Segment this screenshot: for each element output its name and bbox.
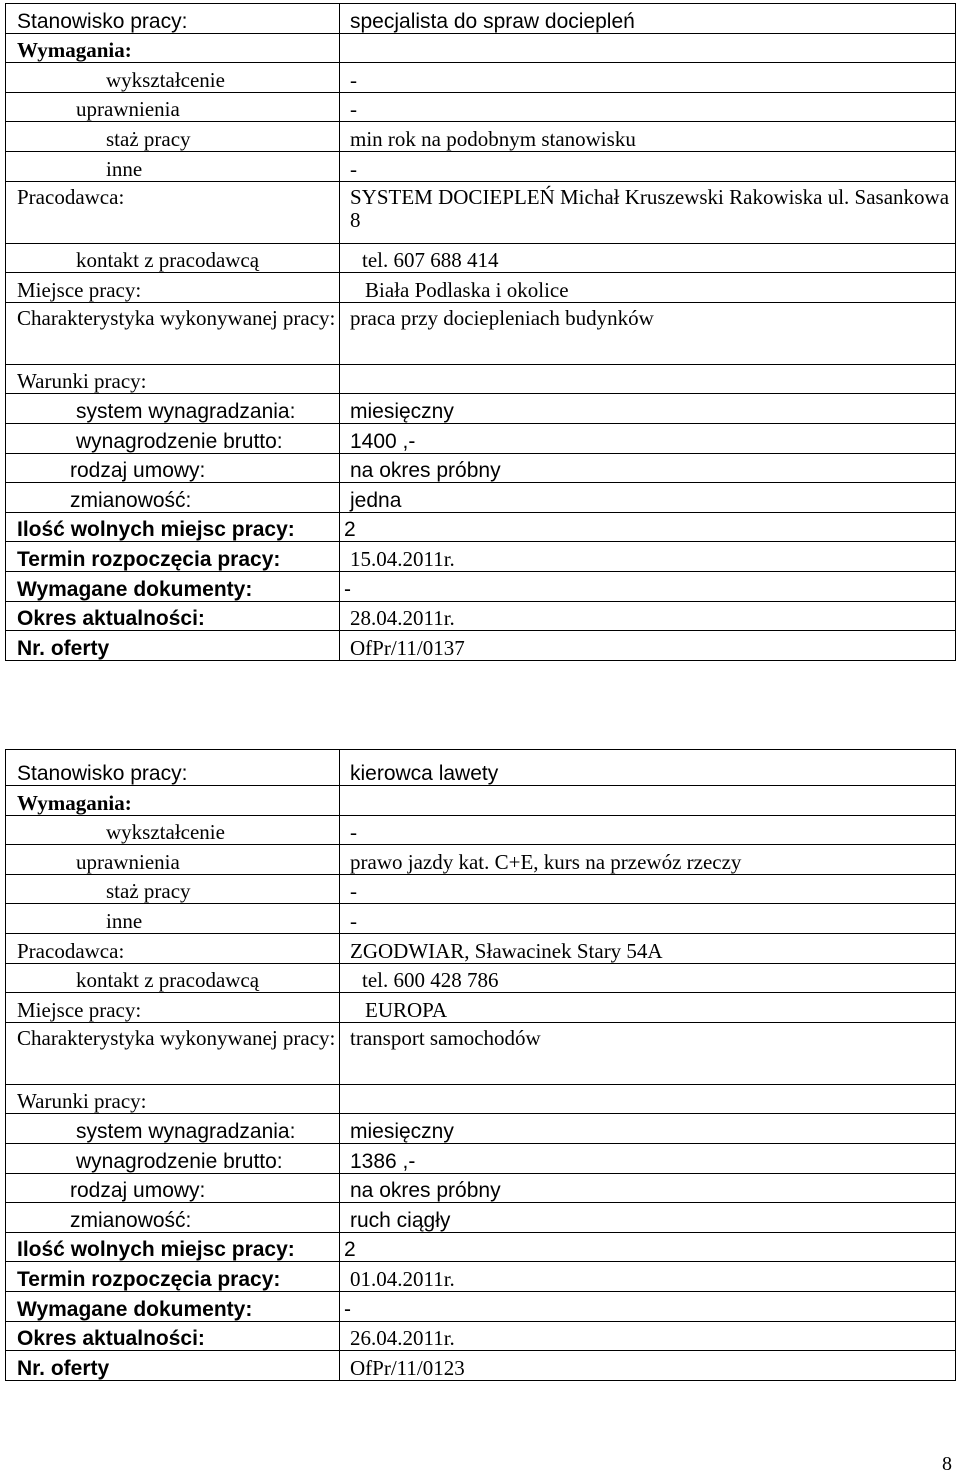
experience-value: -: [340, 874, 956, 904]
shifts-label: zmianowość:: [6, 1203, 340, 1233]
offer-number-label: Nr. oferty: [6, 631, 340, 661]
characteristics-label: Charakterystyka wykonywanej pracy:: [6, 302, 340, 364]
documents-value: -: [340, 571, 956, 601]
experience-value: min rok na podobnym stanowisku: [340, 122, 956, 152]
conditions-value: [340, 1084, 956, 1114]
pay-system-value: miesięczny: [340, 1114, 956, 1144]
education-label: wykształcenie: [6, 63, 340, 93]
other-value: -: [340, 151, 956, 181]
workplace-label: Miejsce pracy:: [6, 993, 340, 1023]
salary-value: 1400 ,-: [340, 423, 956, 453]
requirements-value: [340, 33, 956, 63]
start-date-label: Termin rozpoczęcia pracy:: [6, 542, 340, 572]
other-label: inne: [6, 151, 340, 181]
education-label: wykształcenie: [6, 815, 340, 845]
salary-value: 1386 ,-: [340, 1143, 956, 1173]
shifts-value: ruch ciągły: [340, 1203, 956, 1233]
other-value: -: [340, 904, 956, 934]
experience-label: staż pracy: [6, 122, 340, 152]
experience-label: staż pracy: [6, 874, 340, 904]
documents-value: -: [340, 1291, 956, 1321]
shifts-value: jedna: [340, 483, 956, 513]
validity-label: Okres aktualności:: [6, 601, 340, 631]
vacancies-value: 2: [340, 1232, 956, 1262]
validity-value: 28.04.2011r.: [340, 601, 956, 631]
conditions-label: Warunki pracy:: [6, 1084, 340, 1114]
employer-label: Pracodawca:: [6, 933, 340, 963]
offer-number-value: OfPr/11/0137: [340, 631, 956, 661]
workplace-label: Miejsce pracy:: [6, 273, 340, 303]
pay-system-label: system wynagradzania:: [6, 394, 340, 424]
education-value: -: [340, 815, 956, 845]
job-offer-1: [5, 3, 956, 661]
conditions-label: Warunki pracy:: [6, 364, 340, 394]
start-date-value: 15.04.2011r.: [340, 542, 956, 572]
pay-system-value: miesięczny: [340, 394, 956, 424]
other-label: inne: [6, 904, 340, 934]
offer-number-value: OfPr/11/0123: [340, 1351, 956, 1381]
salary-label: wynagrodzenie brutto:: [6, 423, 340, 453]
contact-label: kontakt z pracodawcą: [6, 243, 340, 273]
position-value: kierowca lawety: [340, 750, 956, 786]
position-value: specjalista do spraw dociepleń: [340, 4, 956, 34]
position-label: Stanowisko pracy:: [6, 750, 340, 786]
characteristics-value: praca przy dociepleniach budynków: [340, 302, 956, 364]
requirements-label: Wymagania:: [6, 33, 340, 63]
contact-label: kontakt z pracodawcą: [6, 963, 340, 993]
education-value: -: [340, 63, 956, 93]
qualifications-label: uprawnienia: [6, 845, 340, 875]
conditions-value: [340, 364, 956, 394]
contract-type-label: rodzaj umowy:: [6, 453, 340, 483]
employer-value: SYSTEM DOCIEPLEŃ Michał Kruszewski Rakowiska ul. Sasankowa 8: [340, 181, 956, 243]
page-number: 8: [942, 1453, 952, 1475]
vacancies-label: Ilość wolnych miejsc pracy:: [6, 512, 340, 542]
contract-type-label: rodzaj umowy:: [6, 1173, 340, 1203]
characteristics-label: Charakterystyka wykonywanej pracy:: [6, 1022, 340, 1084]
vacancies-label: Ilość wolnych miejsc pracy:: [6, 1232, 340, 1262]
qualifications-label: uprawnienia: [6, 92, 340, 122]
employer-label: Pracodawca:: [6, 181, 340, 243]
salary-label: wynagrodzenie brutto:: [6, 1143, 340, 1173]
requirements-value: [340, 786, 956, 816]
pay-system-label: system wynagradzania:: [6, 1114, 340, 1144]
characteristics-value: transport samochodów: [340, 1022, 956, 1084]
position-label: Stanowisko pracy:: [6, 4, 340, 34]
workplace-value: Biała Podlaska i okolice: [340, 273, 956, 303]
start-date-label: Termin rozpoczęcia pracy:: [6, 1262, 340, 1292]
documents-label: Wymagane dokumenty:: [6, 571, 340, 601]
shifts-label: zmianowość:: [6, 483, 340, 513]
qualifications-value: prawo jazdy kat. C+E, kurs na przewóz rzeczy: [340, 845, 956, 875]
workplace-value: EUROPA: [340, 993, 956, 1023]
documents-label: Wymagane dokumenty:: [6, 1291, 340, 1321]
start-date-value: 01.04.2011r.: [340, 1262, 956, 1292]
validity-value: 26.04.2011r.: [340, 1321, 956, 1351]
vacancies-value: 2: [340, 512, 956, 542]
employer-value: ZGODWIAR, Sławacinek Stary 54A: [340, 933, 956, 963]
offer-number-label: Nr. oferty: [6, 1351, 340, 1381]
contact-value: tel. 600 428 786: [340, 963, 956, 993]
validity-label: Okres aktualności:: [6, 1321, 340, 1351]
requirements-label: Wymagania:: [6, 786, 340, 816]
contract-type-value: na okres próbny: [340, 1173, 956, 1203]
contact-value: tel. 607 688 414: [340, 243, 956, 273]
qualifications-value: -: [340, 92, 956, 122]
contract-type-value: na okres próbny: [340, 453, 956, 483]
job-offer-2: [5, 749, 956, 1381]
